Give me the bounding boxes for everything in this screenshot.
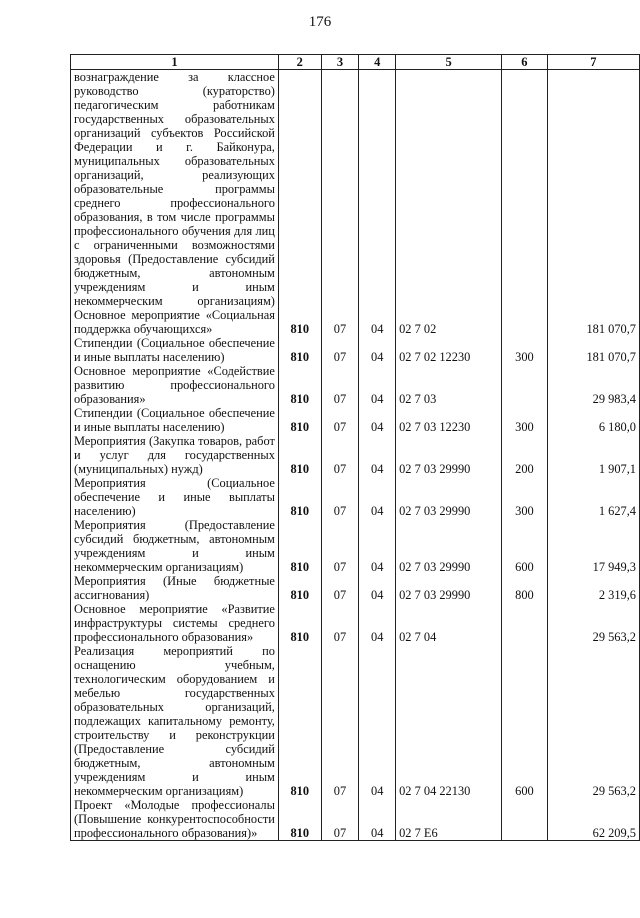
row-csr: 02 7 04 22130 <box>396 644 502 798</box>
row-ved: 810 <box>278 364 321 406</box>
row-description: Реализация мероприятий по оснащению учебным, технологическим оборудованием и мебелью государственных образовательных организаций, подлежащих капитальному ремонту, строительству и реконструкции (Предоставление субсидий бюджетным, автономным учреждениям и иным некоммерческим организациям) <box>71 644 279 798</box>
table-row <box>71 476 640 518</box>
row-vr: 600 <box>502 518 548 574</box>
row-amount: 17 949,3 <box>547 518 639 574</box>
row-description: Мероприятия (Закупка товаров, работ и услуг для государственных (муниципальных) нужд) <box>71 434 279 476</box>
row-rz: 07 <box>321 434 359 476</box>
row-rz: 07 <box>321 518 359 574</box>
table-row <box>71 308 640 336</box>
row-vr: 300 <box>502 336 548 364</box>
row-rz: 07 <box>321 574 359 602</box>
row-ved: 810 <box>278 602 321 644</box>
row-pr: 04 <box>359 574 396 602</box>
row-ved: 810 <box>278 336 321 364</box>
row-ved: 810 <box>278 434 321 476</box>
row-rz: 07 <box>321 476 359 518</box>
row-rz: 07 <box>321 798 359 841</box>
row-csr: 02 7 02 <box>396 308 502 336</box>
row-ved: 810 <box>278 798 321 841</box>
row-rz: 07 <box>321 364 359 406</box>
row-amount: 1 627,4 <box>547 476 639 518</box>
row-csr: 02 7 03 <box>396 364 502 406</box>
row-vr <box>502 364 548 406</box>
row-ved: 810 <box>278 518 321 574</box>
header-row <box>71 55 640 70</box>
row-description: Мероприятия (Социальное обеспечение и иные выплаты населению) <box>71 476 279 518</box>
table-row <box>71 364 640 406</box>
table-row <box>71 602 640 644</box>
row-csr: 02 7 03 29990 <box>396 434 502 476</box>
table-row <box>71 70 640 309</box>
row-description: вознаграждение за классное руководство (кураторство) педагогическим работникам государственных образовательных организаций субъектов Российской Федерации и г. Байконура, муниципальных образовательных организаций, реализующих образовательные программы среднего профессионального образования, в том числе программы профессионального обучения для лиц с ограниченными возможностями здоровья (Предоставление субсидий бюджетным, автономным учреждениям и иным некоммерческим организациям) <box>71 70 279 309</box>
row-vr: 800 <box>502 574 548 602</box>
col-header-csr: 5 <box>396 55 502 70</box>
row-amount: 29 563,2 <box>547 602 639 644</box>
row-csr: 02 7 03 12230 <box>396 406 502 434</box>
table-row <box>71 574 640 602</box>
row-pr: 04 <box>359 798 396 841</box>
row-pr: 04 <box>359 476 396 518</box>
table-row <box>71 798 640 841</box>
row-pr: 04 <box>359 434 396 476</box>
table-row <box>71 644 640 798</box>
row-csr <box>396 70 502 309</box>
table-row <box>71 336 640 364</box>
row-amount: 29 983,4 <box>547 364 639 406</box>
row-amount: 1 907,1 <box>547 434 639 476</box>
row-amount: 29 563,2 <box>547 644 639 798</box>
col-header-rz: 3 <box>321 55 359 70</box>
row-csr: 02 7 Е6 <box>396 798 502 841</box>
row-amount: 181 070,7 <box>547 336 639 364</box>
row-vr: 300 <box>502 476 548 518</box>
row-amount <box>547 70 639 309</box>
table-row <box>71 406 640 434</box>
table-row <box>71 518 640 574</box>
row-vr <box>502 798 548 841</box>
row-ved: 810 <box>278 406 321 434</box>
row-description: Основное мероприятие «Содействие развитию профессионального образования» <box>71 364 279 406</box>
table-row <box>71 434 640 476</box>
row-vr: 300 <box>502 406 548 434</box>
row-amount: 6 180,0 <box>547 406 639 434</box>
row-rz <box>321 70 359 309</box>
row-csr: 02 7 02 12230 <box>396 336 502 364</box>
row-description: Мероприятия (Предоставление субсидий бюджетным, автономным учреждениям и иным некоммерческим организациям) <box>71 518 279 574</box>
row-description: Стипендии (Социальное обеспечение и иные выплаты населению) <box>71 336 279 364</box>
col-header-amount: 7 <box>547 55 639 70</box>
row-pr: 04 <box>359 364 396 406</box>
row-description: Основное мероприятие «Развитие инфраструктуры системы среднего профессионального образования» <box>71 602 279 644</box>
budget-table <box>70 54 640 841</box>
row-csr: 02 7 03 29990 <box>396 476 502 518</box>
row-rz: 07 <box>321 644 359 798</box>
row-csr: 02 7 04 <box>396 602 502 644</box>
row-pr: 04 <box>359 406 396 434</box>
row-csr: 02 7 03 29990 <box>396 574 502 602</box>
row-amount: 181 070,7 <box>547 308 639 336</box>
row-ved: 810 <box>278 574 321 602</box>
row-ved <box>278 70 321 309</box>
row-pr <box>359 70 396 309</box>
row-description: Основное мероприятие «Социальная поддержка обучающихся» <box>71 308 279 336</box>
row-pr: 04 <box>359 644 396 798</box>
row-rz: 07 <box>321 406 359 434</box>
col-header-vr: 6 <box>502 55 548 70</box>
row-rz: 07 <box>321 602 359 644</box>
page-number: 176 <box>308 14 332 30</box>
col-header-pr: 4 <box>359 55 396 70</box>
row-ved: 810 <box>278 308 321 336</box>
row-amount: 62 209,5 <box>547 798 639 841</box>
row-csr: 02 7 03 29990 <box>396 518 502 574</box>
row-description: Проект «Молодые профессионалы (Повышение конкурентоспособности профессионального образования)» <box>71 798 279 841</box>
row-ved: 810 <box>278 644 321 798</box>
row-vr: 200 <box>502 434 548 476</box>
row-rz: 07 <box>321 308 359 336</box>
row-ved: 810 <box>278 476 321 518</box>
row-pr: 04 <box>359 602 396 644</box>
row-vr <box>502 70 548 309</box>
col-header-name: 1 <box>71 55 279 70</box>
row-pr: 04 <box>359 308 396 336</box>
col-header-ved: 2 <box>278 55 321 70</box>
row-amount: 2 319,6 <box>547 574 639 602</box>
row-pr: 04 <box>359 336 396 364</box>
row-vr <box>502 602 548 644</box>
row-description: Стипендии (Социальное обеспечение и иные выплаты населению) <box>71 406 279 434</box>
row-vr: 600 <box>502 644 548 798</box>
row-rz: 07 <box>321 336 359 364</box>
row-pr: 04 <box>359 518 396 574</box>
row-vr <box>502 308 548 336</box>
row-description: Мероприятия (Иные бюджетные ассигнования) <box>71 574 279 602</box>
